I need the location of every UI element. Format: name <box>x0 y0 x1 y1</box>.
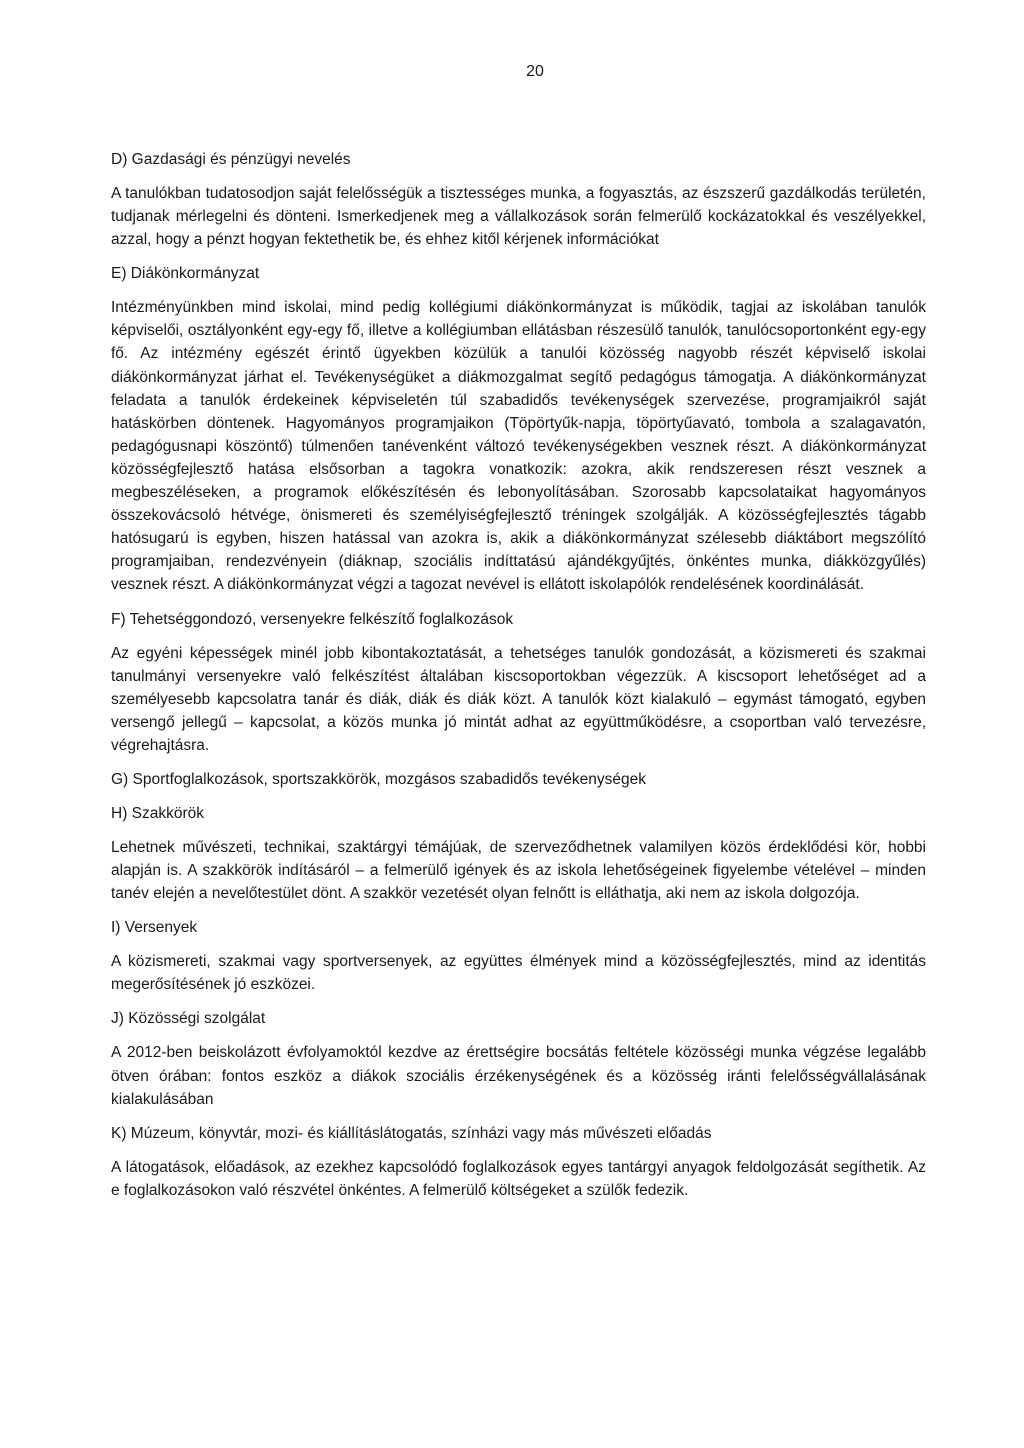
document-body <box>111 148 926 1213</box>
page-number: 20 <box>526 63 544 80</box>
section-heading-kozossegi-szolgalat: J) Közösségi szolgálat <box>111 1010 266 1028</box>
section-paragraph-gazdasagi: A tanulókban tudatosodjon saját felelősségük a tisztességes munka, a fogyasztás, az észszerű gazdálkodás területén, tudjanak mérlegelni és dönteni. Ismerkedjenek meg a vállalkozások során felmerülő kockázatokkal és veszélyekkel, azzal, hogy a pénzt hogyan fektethetik be, és ehhez kitől kérjenek információkat <box>111 185 926 249</box>
section-paragraph-diakonkormanyzat: Intézményünkben mind iskolai, mind pedig kollégiumi diákönkormányzat is működik, tagjai az iskolában tanulók képviselői, osztályonként egy-egy fő, illetve a kollégiumban ellátásban részesülő tanulók, tanulócsoportonként egy-egy fő. Az intézmény egészét érintő ügyekben közülük a tanulói közösség nagyobb részét képviselő iskolai diákönkormányzat járhat el. Tevékenységüket a diákmozgalmat segítő pedagógus támogatja. A diákönkormányzat feladata a tanulók érdekeinek képviseletén túl szabadidős tevékenységek szervezése, programjaikról saját hatáskörben döntenek. Hagyományos programjaikon (Töpörtyűk-napja, töpörtyűavató, tombola a szalagavatón, pedagógusnapi köszöntő) túlmenően tanévenként változó tevékenységekben vesznek részt. A diákönkormányzat közösségfejlesztő hatása elsősorban a tagokra vonatkozik: azokra, akik rendszeresen részt vesznek a megbeszéléseken, a programok előkészítésén és lebonyolításában. Szorosabb kapcsolataikat hagyományos összekovácsoló hétvége, önismereti és személyiségfejlesztő tréningek szolgálják. A közösségfejlesztés tágabb hatósugarú is egyben, hiszen hatással van azokra is, akik a diákönkormányzat szélesebb diáktábort megszólító programjaiban, rendezvényein (diáknap, szociális indíttatású ajándékgyűjtés, önkéntes munka, diákközgyűlés) vesznek részt. A diákönkormányzat végzi a tagozat nevével is ellátott iskolapólók rendelésének koordinálását. <box>111 299 926 594</box>
section-heading-gazdasagi: D) Gazdasági és pénzügyi nevelés <box>111 151 351 168</box>
section-heading-sportfoglalkozasok: G) Sportfoglalkozások, sportszakkörök, mozgásos szabadidős tevékenységek <box>111 770 647 788</box>
section-paragraph-kozossegi-szolgalat: A 2012-ben beiskolázott évfolyamoktól kezdve az érettségire bocsátás feltétele közösségi munka végzése legalább ötven órában: fontos eszköz a diákok szociális érzékenységének és a közösség iránti felelősségvállalásának kialakulásában <box>111 1044 926 1108</box>
section-paragraph-versenyek: A közismereti, szakmai vagy sportversenyek, az együttes élmények mind a közösségfejlesztés, mind az identitás megerősítésének jó eszközei. <box>111 953 926 994</box>
section-paragraph-tehetseggondozo: Az egyéni képességek minél jobb kibontakoztatását, a tehetséges tanulók gondozását, a közismereti és szakmai tanulmányi versenyekre való felkészítést általában kiscsoportokban végezzük. A kiscsoport lehetőséget ad a személyesebb kapcsolatra tanár és diák, diák és diák közt. A tanulók közt kialakuló – egymást támogató, egyben versengő jellegű – kapcsolat, a közös munka jó mintát adhat az együttműködésre, a csoportban való tervezésre, végrehajtásra. <box>111 644 926 754</box>
section-heading-diakonkormanyzat: E) Diákönkormányzat <box>111 265 260 283</box>
section-heading-szakkorok: H) Szakkörök <box>111 804 205 822</box>
section-heading-muzeum: K) Múzeum, könyvtár, mozi- és kiállításlátogatás, színházi vagy más művészeti előadás <box>111 1124 712 1142</box>
section-heading-tehetseggondozo: F) Tehetséggondozó, versenyekre felkészítő foglalkozások <box>111 610 514 628</box>
section-heading-versenyek: I) Versenyek <box>111 919 198 937</box>
section-paragraph-szakkorok: Lehetnek művészeti, technikai, szaktárgyi témájúak, de szerveződhetnek valamilyen közös érdeklődési kör, hobbi alapján is. A szakkörök indításáról – a felmerülő igények és az iskola lehetőségeinek figyelembe vételével – minden tanév elején a nevelőtestület dönt. A szakkör vezetését olyan felnőtt is elláthatja, aki nem az iskola dolgozója. <box>111 838 926 903</box>
section-paragraph-muzeum: A látogatások, előadások, az ezekhez kapcsolódó foglalkozások egyes tantárgyi anyagok feldolgozását segíthetik. Az e foglalkozásokon való részvétel önkéntes. A felmerülő költségeket a szülők fedezik. <box>111 1158 926 1199</box>
